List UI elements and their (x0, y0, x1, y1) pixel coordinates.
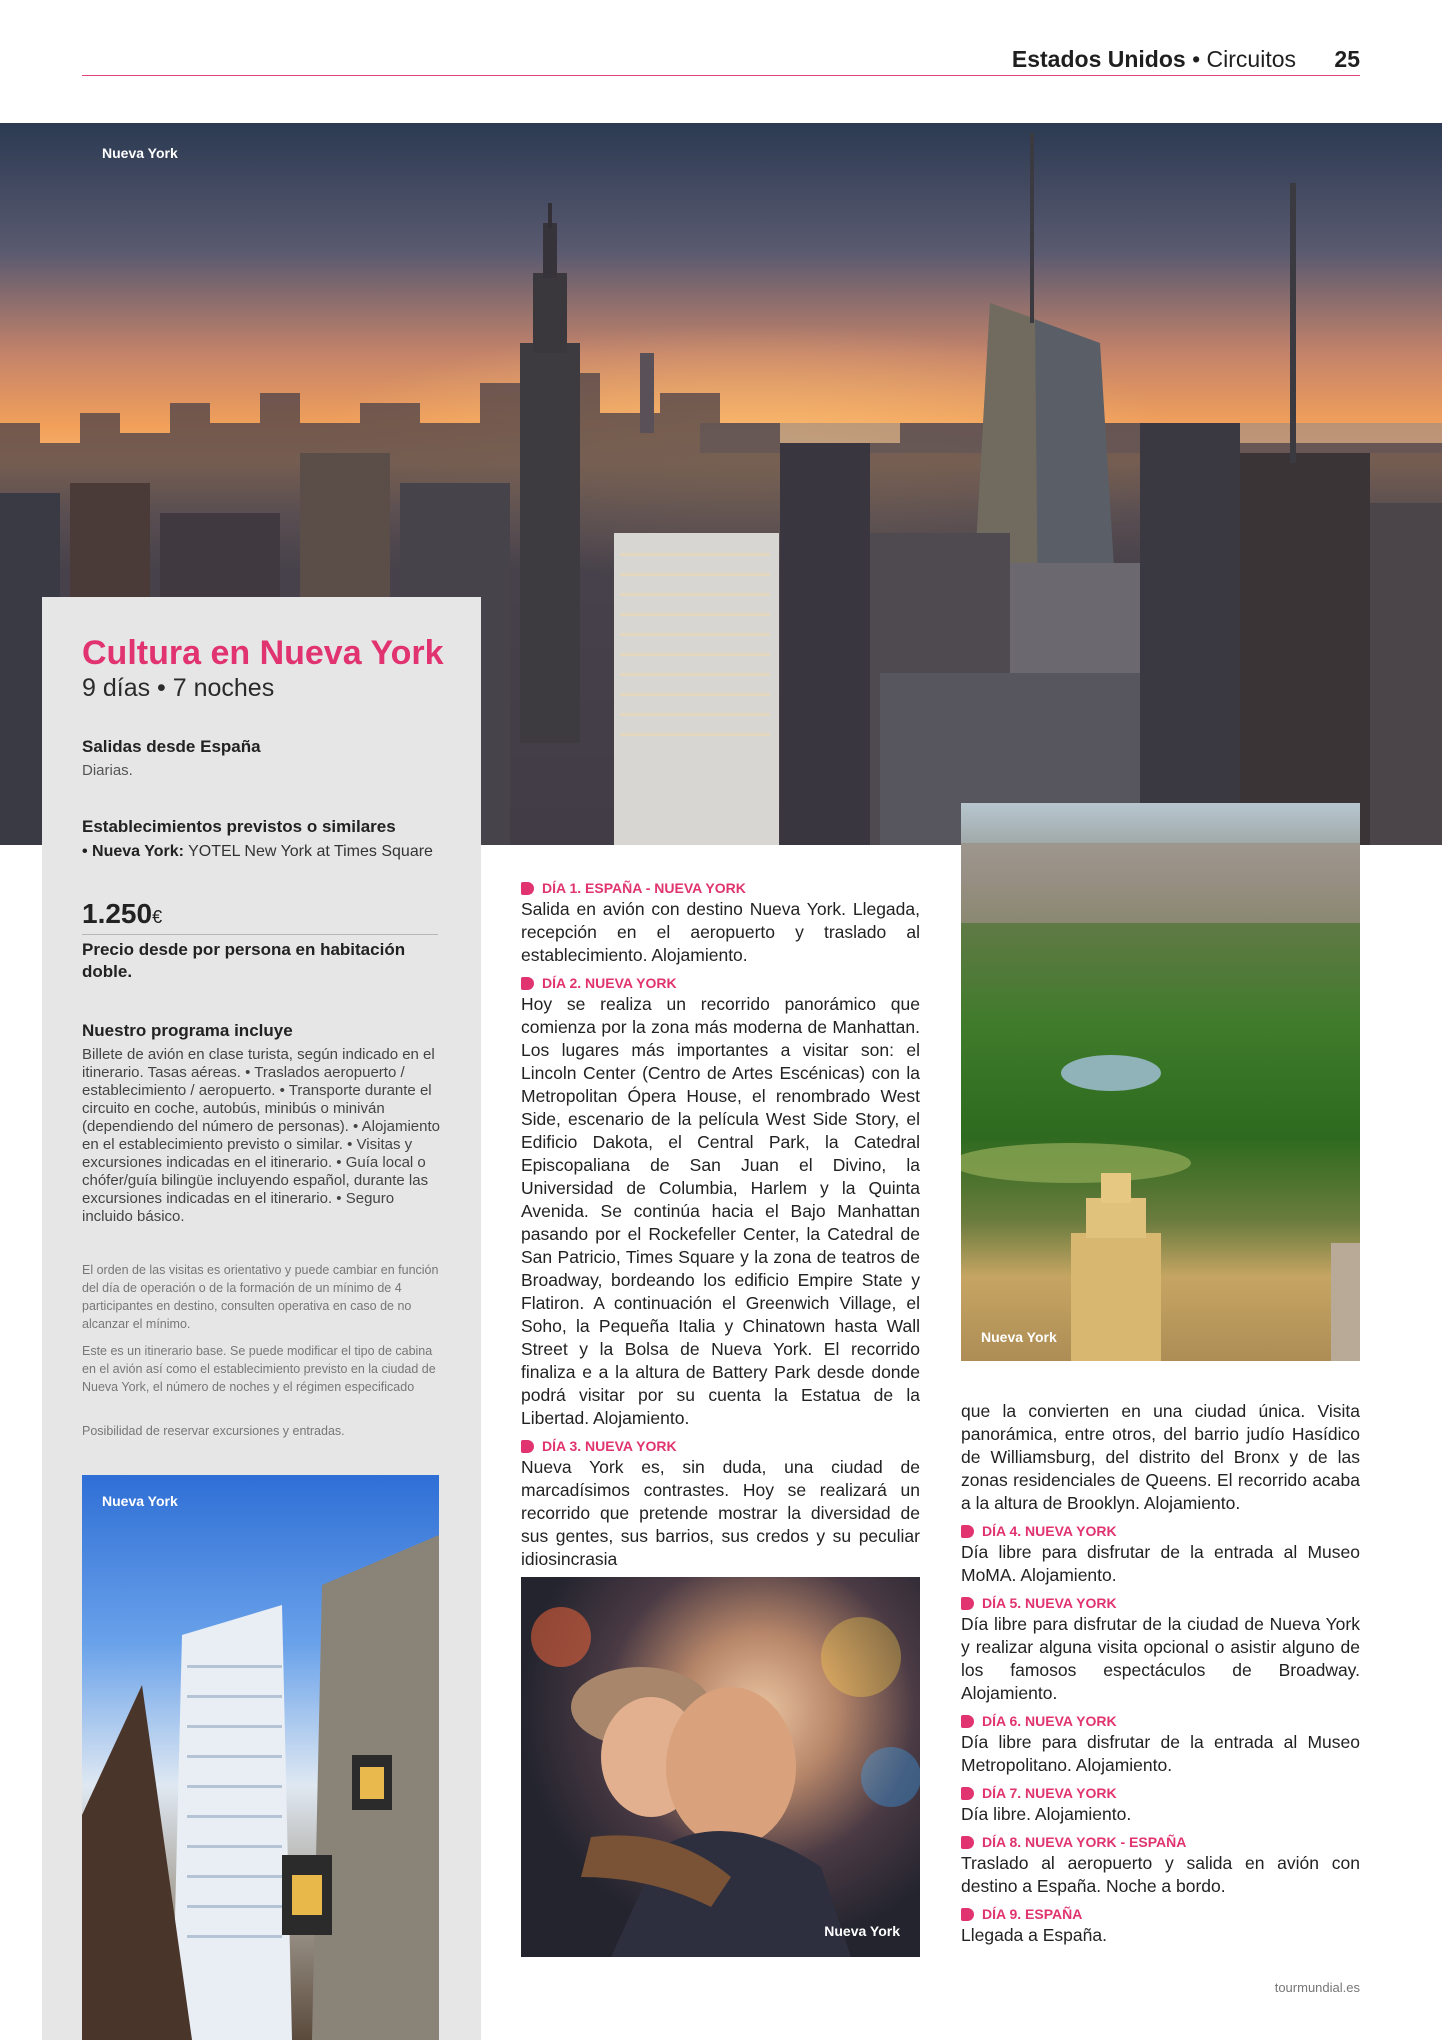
arrow-tag-icon (521, 882, 534, 895)
park-photo-caption: Nueva York (981, 1329, 1057, 1345)
header-separator: • (1192, 46, 1201, 72)
day-1-text: Salida en avión con destino Nueva York. Llegada, recepción en el aeropuerto y traslado al establecimiento. Alojamiento. (521, 899, 920, 965)
price-value: 1.250 (82, 898, 153, 929)
note-itinerary-base: Este es un itinerario base. Se puede modificar el tipo de cabina en el avión así como el establecimiento previsto en la ciudad de Nueva York, el número de noches y el régimen especificado (82, 1344, 436, 1394)
day-3-text: Nueva York es, sin duda, una ciudad de marcadísimos contrastes. Hoy se realizará un recorrido que pretende mostrar la diversidad de sus gentes, sus barrios, sus credos y su peculiar idiosincrasia (521, 1457, 920, 1569)
note-excursions: Posibilidad de reservar excursiones y entradas. (82, 1424, 345, 1438)
side-photo (82, 1475, 439, 2040)
day-9-heading: DÍA 9. ESPAÑA (982, 1906, 1083, 1922)
day-4-heading: DÍA 4. NUEVA YORK (982, 1523, 1117, 1539)
arrow-tag-icon (521, 977, 534, 990)
day-2-text: Hoy se realiza un recorrido panorámico que comienza por la zona más moderna de Manhattan. Los lugares más importantes a visitar son: el Lincoln Center (Centro de Artes Escénicas) con la Metropolitan Ópera House, el renombrado West Side, escenario de la película West Side Story, el Edificio Dakota, el Central Park, la Catedral Episcopaliana de San Juan el Divino, la Universidad de Columbia, Harlem y la Quinta Avenida. Se continúa hacia el Bajo Manhattan pasando por el Rockefeller Center, la Catedral de San Patricio, Times Square y la zona de teatros de Broadway, bordeando los edificio Empire State y Flatiron. A continuación el Greenwich Village, el Soho, la Pequeña Italia y Chinatown hasta Wall Street y la Bolsa de Nueva York. El recorrido finaliza e a la altura de Battery Park desde donde podrá visitar por su cuenta la Estatua de la Libertad. Alojamiento. (521, 994, 920, 1428)
hotel-name: YOTEL New York at Times Square (188, 843, 433, 860)
website-footer[interactable]: tourmundial.es (1274, 1980, 1360, 1995)
day-heading (961, 1711, 1360, 1731)
page-number: 25 (1334, 46, 1360, 72)
day-2-heading: DÍA 2. NUEVA YORK (542, 975, 677, 991)
tour-title: Cultura en Nueva York (82, 634, 444, 672)
couple-illustration (521, 1577, 920, 1957)
couple-photo (521, 1577, 920, 1957)
arrow-tag-icon (521, 1440, 534, 1453)
park-illustration (961, 803, 1360, 1361)
day-6-text: Día libre para disfrutar de la entrada al Museo Metropolitano. Alojamiento. (961, 1732, 1360, 1775)
price-currency: € (152, 907, 163, 927)
day-4-text: Día libre para disfrutar de la entrada al Museo MoMA. Alojamiento. (961, 1542, 1360, 1585)
hero-photo-caption: Nueva York (102, 145, 178, 161)
arrow-tag-icon (961, 1836, 974, 1849)
day-heading (521, 1436, 920, 1456)
tour-duration: 9 días • 7 noches (82, 674, 275, 702)
day-heading (961, 1521, 1360, 1541)
price (82, 898, 162, 930)
header-country: Estados Unidos (1011, 46, 1186, 72)
day-heading (961, 1904, 1360, 1924)
day-heading (961, 1832, 1360, 1852)
day-heading (521, 878, 920, 898)
departures-heading: Salidas desde España (82, 737, 261, 756)
arrow-tag-icon (961, 1908, 974, 1921)
hotel-city: • Nueva York: (82, 843, 184, 860)
hotels-heading: Establecimientos previstos o similares (82, 817, 396, 836)
day-8-text: Traslado al aeropuerto y salida en avión con destino a España. Noche a bordo. (961, 1853, 1360, 1896)
day-5-text: Día libre para disfrutar de la ciudad de Nueva York y realizar alguna visita opcional o asistir alguno de los famosos espectáculos de Broadway. Alojamiento. (961, 1614, 1360, 1703)
day-9-text: Llegada a España. (961, 1925, 1107, 1945)
park-photo (961, 803, 1360, 1361)
header-section: Circuitos (1206, 46, 1297, 72)
day-8-heading: DÍA 8. NUEVA YORK - ESPAÑA (982, 1834, 1187, 1850)
arrow-tag-icon (961, 1597, 974, 1610)
itinerary-column-1 (521, 878, 920, 1571)
itinerary-column-2 (961, 1400, 1360, 1947)
day-7-text: Día libre. Alojamiento. (961, 1804, 1132, 1824)
includes-text: Billete de avión en clase turista, según indicado en el itinerario. Tasas aéreas. • Traslados aeropuerto / establecimiento / aeropuerto. • Transporte durante el circuito en coche, autobús, minibús o miniván (dependiendo del número de personas). • Alojamiento en el establecimiento previsto o similar. • Visitas y excursiones indicadas en el itinerario. • Guía local o chófer/guía bilingüe incluyendo español, durante las excursiones indicadas en el itinerario. • Seguro incluido básico. (82, 1046, 440, 1225)
side-photo-caption: Nueva York (102, 1493, 178, 1509)
price-divider (82, 934, 438, 935)
header-text (1012, 46, 1360, 73)
day-heading (961, 1593, 1360, 1613)
hotel-line (82, 843, 433, 861)
arrow-tag-icon (961, 1525, 974, 1538)
day-heading (961, 1783, 1360, 1803)
day-7-heading: DÍA 7. NUEVA YORK (982, 1785, 1117, 1801)
day-3-heading: DÍA 3. NUEVA YORK (542, 1438, 677, 1454)
day-1-heading: DÍA 1. ESPAÑA - NUEVA YORK (542, 880, 746, 896)
day-5-heading: DÍA 5. NUEVA YORK (982, 1595, 1117, 1611)
day-heading (521, 973, 920, 993)
arrow-tag-icon (961, 1715, 974, 1728)
couple-photo-caption: Nueva York (824, 1923, 900, 1939)
price-note: Precio desde por persona en habitación doble. (82, 940, 406, 981)
note-visits-order: El orden de las visitas es orientativo y puede cambiar en función del día de operación o de la formación de un mínimo de 4 participantes en destino, consulten operativa en caso de no alcanzar el mínimo. (82, 1263, 439, 1331)
day-6-heading: DÍA 6. NUEVA YORK (982, 1713, 1117, 1729)
includes-heading: Nuestro programa incluye (82, 1021, 293, 1040)
departures-text: Diarias. (82, 762, 133, 779)
building-illustration (82, 1475, 439, 2040)
day-3-continuation: que la convierten en una ciudad única. Visita panorámica, entre otros, del barrio judío Hasídico de Williamsburg, del distrito del Bronx y de las zonas residenciales de Queens. El recorrido acaba a la altura de Brooklyn. Alojamiento. (961, 1401, 1360, 1513)
page-header (82, 44, 1360, 76)
arrow-tag-icon (961, 1787, 974, 1800)
